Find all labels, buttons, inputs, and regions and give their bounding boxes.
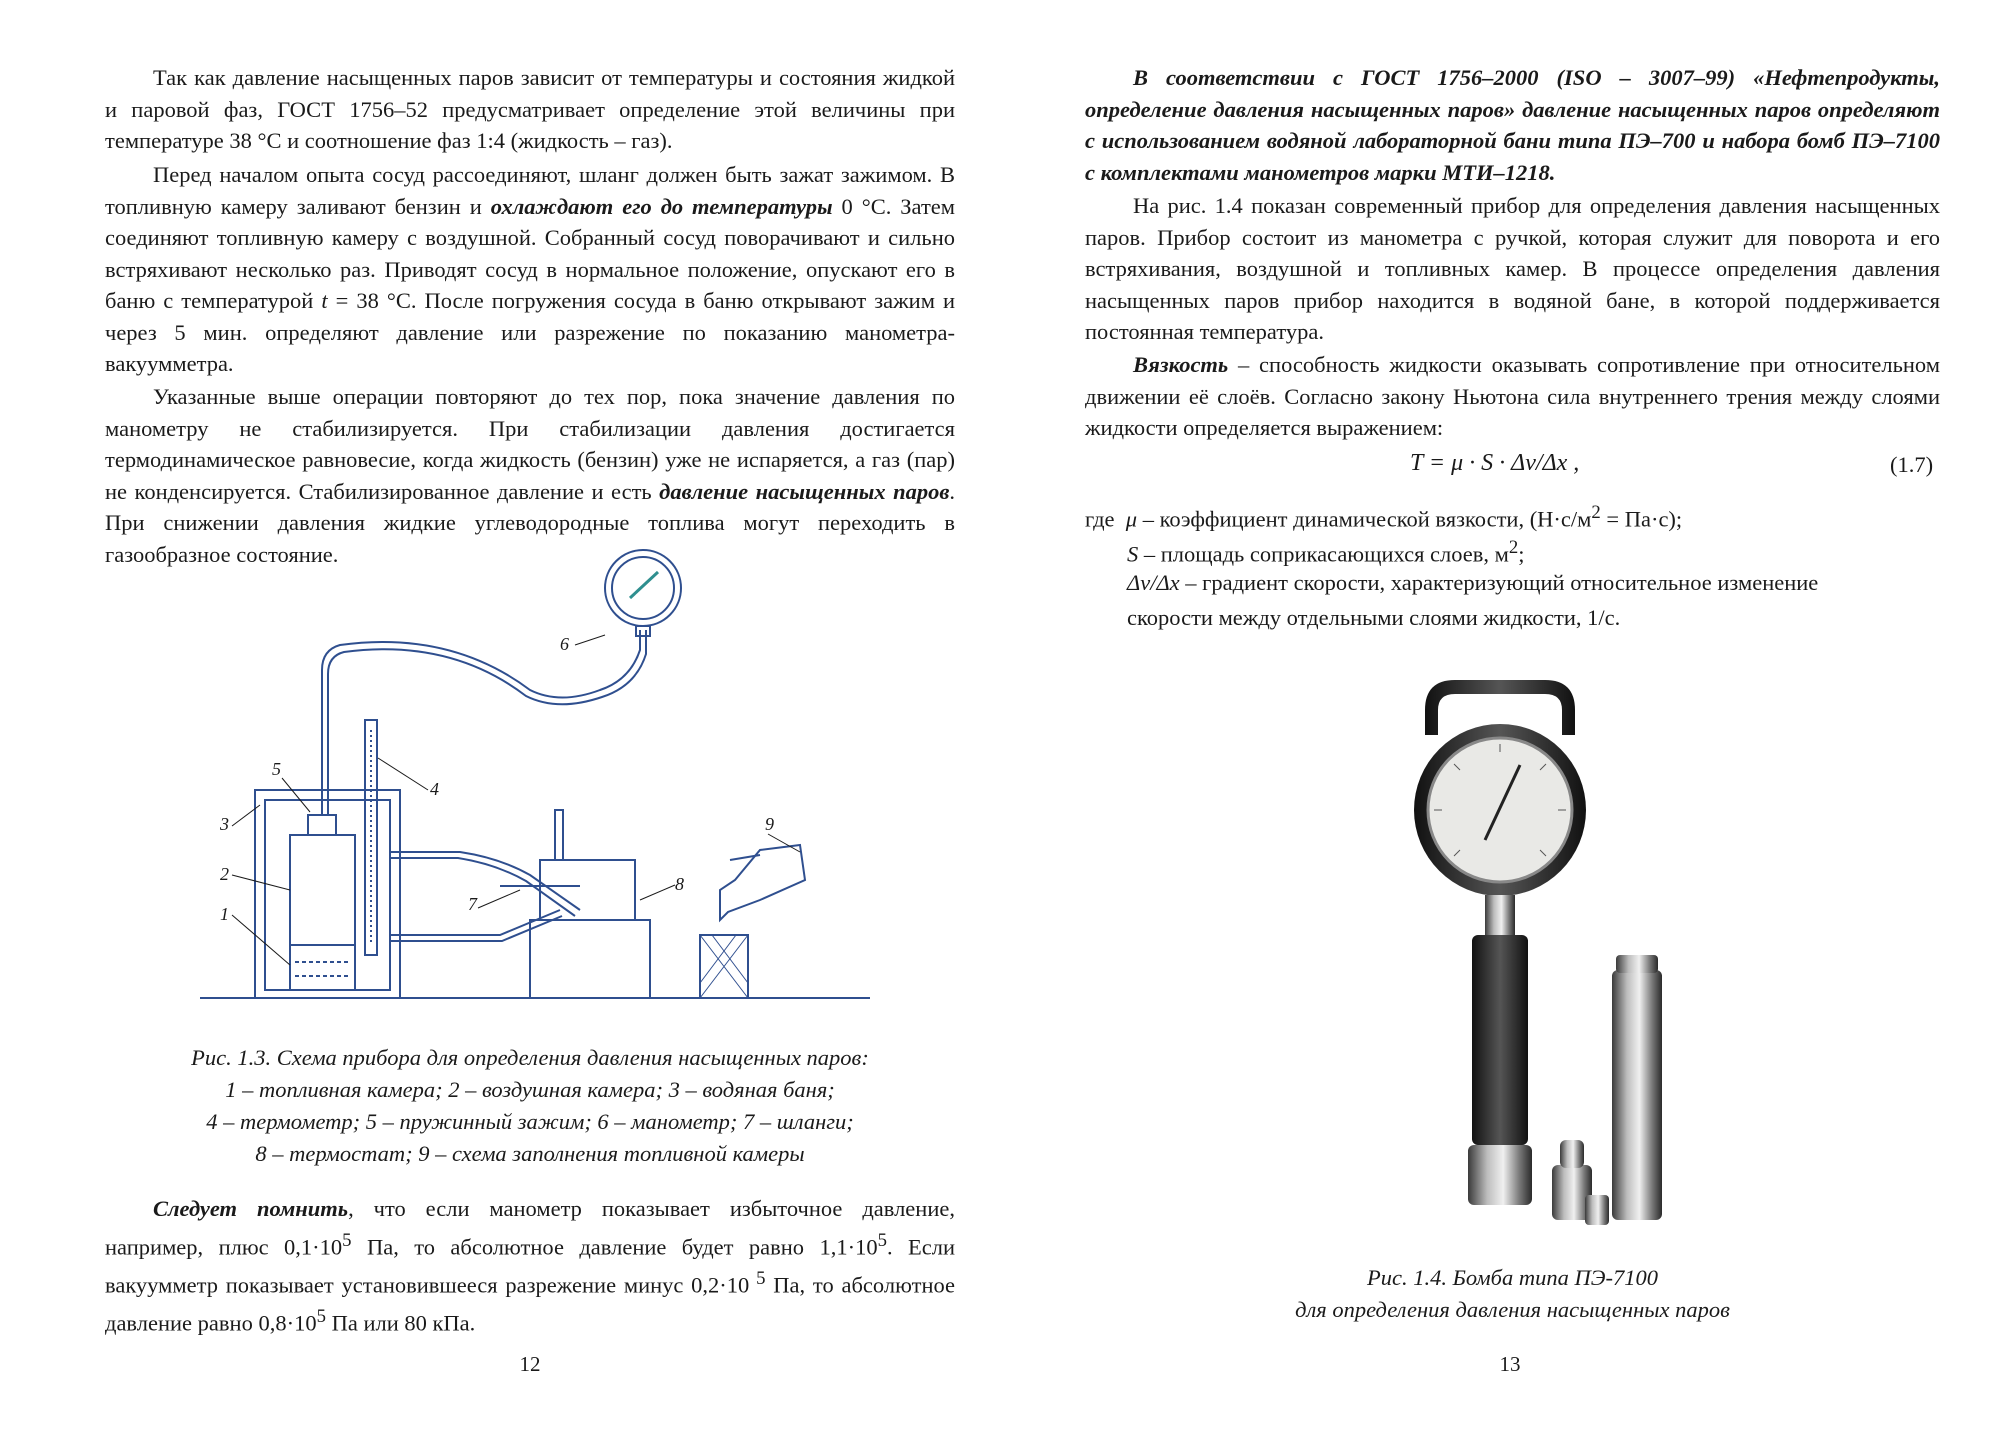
right-paragraph-1: В соответствии с ГОСТ 1756–2000 (ISO – 3007–99) «Нефтепродукты, определение давления насыщенных паров» давление насыщенных паров определяют с использованием водяной лабораторной бани типа ПЭ–700 и набора бомб ПЭ–7100 с комплектами манометров марки МТИ–1218. — [1085, 65, 1940, 185]
p4-sup-2: 5 — [877, 1229, 887, 1251]
p2-emphasis: охлаждают его до температуры — [490, 193, 833, 219]
left-paragraph-4 — [105, 1193, 955, 1339]
page-number-right: 13 — [1499, 1352, 1521, 1376]
caption-line-3: 4 – термометр; 5 – пружинный зажим; 6 – манометр; 7 – шланги; — [206, 1109, 854, 1134]
label-1: 1 — [220, 904, 229, 924]
def-grad: Δv/Δx – градиент скорости, характеризующий относительное изменение — [1127, 570, 1819, 595]
p4-text-c: Па, то абсолютное давление будет равно 1,1·10 — [351, 1234, 878, 1259]
left-paragraph-3 — [105, 381, 955, 570]
p4-text-e: Па, то абсолютное давление равно 0,8·10 — [105, 1272, 955, 1335]
caption-1-4-line-1: Рис. 1.4. Бомба типа ПЭ-7100 — [1367, 1265, 1658, 1290]
label-4: 4 — [430, 779, 439, 799]
p4-sup-4: 5 — [316, 1305, 326, 1327]
label-8: 8 — [675, 874, 684, 894]
p4-text-b: , что если манометр показывает избыточное давление, например, плюс 0,1·10 — [105, 1196, 955, 1259]
left-paragraph-2 — [105, 159, 955, 380]
caption-line-1: Рис. 1.3. Схема прибора для определения давления насыщенных паров: — [191, 1045, 869, 1070]
p4-sup-3: 5 — [749, 1267, 766, 1289]
p4-text-f: Па или 80 кПа. — [325, 1310, 476, 1335]
spring-clamp — [308, 815, 336, 835]
p2-text-d: = 38 °С. После погружения сосуда в баню открывают зажим и через 5 мин. определяют давление или разрежение по показанию манометра-вакуумметра. — [105, 288, 955, 376]
caption-line-4: 8 – термостат; 9 – схема заполнения топливной камеры — [255, 1141, 805, 1166]
p3-text-a: Указанные выше операции повторяют до тех пор, пока значение давления по манометру не стабилизируется. При стабилизации давления достигается термодинамическое равновесие, когда жидкость (бензин) уже не испаряется, а газ (пар) не конденсируется. Стабилизированное давление и есть — [105, 384, 955, 504]
label-2: 2 — [220, 864, 229, 884]
label-6: 6 — [560, 634, 569, 654]
formula-number: (1.7) — [1890, 452, 1934, 477]
thermostat — [530, 920, 650, 998]
def-s: S – площадь соприкасающихся слоев, $м^2$; — [1127, 537, 1525, 567]
p3-text-c: . При снижении давления жидкие углеводородные топлива могут переходить в газообразное состояние. — [105, 478, 956, 567]
right-page — [1000, 0, 2000, 1430]
water-bath — [255, 790, 400, 998]
p4-text-d: . Если вакуумметр показывает установившееся разрежение минус 0,2·10 — [105, 1234, 955, 1297]
fuel-can — [720, 845, 805, 920]
manometer-dial — [605, 550, 681, 626]
right-paragraph-3 — [1085, 349, 1940, 444]
manometer-tube — [322, 630, 640, 815]
s-symbol: S — [1127, 541, 1139, 567]
p4-sup-1: 5 — [342, 1229, 352, 1251]
air-chamber-photo — [1472, 935, 1528, 1145]
fuel-chamber — [290, 945, 355, 990]
label-5: 5 — [272, 759, 281, 779]
label-9: 9 — [765, 814, 774, 834]
p2-var-t: t — [321, 288, 328, 313]
air-chamber — [290, 835, 355, 945]
mu-symbol: μ — [1125, 506, 1138, 532]
apparatus-diagram — [200, 590, 880, 1010]
viscosity-definition: – способность жидкости оказывать сопротивление при относительном движении её слоёв. Согласно закону Ньютона сила внутреннего трения между слоями жидкости определяется выражением: — [1085, 352, 1940, 440]
label-3: 3 — [220, 814, 229, 834]
bomb-photo — [1380, 680, 1690, 1250]
right-paragraph-2: На рис. 1.4 показан современный прибор для определения давления насыщенных паров. Прибор состоит из манометра с ручкой, которая служит для поворота и его встряхивания, воздушной и топливных камер. В процессе определения давления насыщенных паров прибор находится в водяной бане, в которой поддерживается постоянная температура. — [1085, 193, 1940, 344]
grad-symbol: Δv/Δx — [1127, 570, 1180, 595]
p4-emphasis: Следует помнить — [153, 1196, 349, 1221]
p2-text-c: 0 °С. Затем соединяют топливную камеру с воздушной. Собранный сосуд поворачивают и сильно встряхивают несколько раз. Приводят сосуд в нормальное положение, опускают его в баню с температурой — [105, 193, 956, 313]
caption-1-4-line-2: для определения давления насыщенных паров — [1295, 1297, 1730, 1322]
def-grad-line2: скорости между отдельными слоями жидкости, 1/с. — [1127, 605, 1621, 630]
label-7: 7 — [468, 894, 477, 914]
viscosity-term: Вязкость — [1133, 352, 1229, 377]
fuel-chamber-photo — [1612, 970, 1662, 1220]
formula-1-7: T = μ · S · Δv/Δx , — [1410, 450, 1580, 476]
page-number-left: 12 — [519, 1352, 541, 1376]
p3-emphasis: давление насыщенных паров — [659, 478, 950, 504]
caption-line-2: 1 – топливная камера; 2 – воздушная камера; 3 – водяная баня; — [225, 1077, 835, 1102]
left-paragraph-1: Так как давление насыщенных паров зависит от температуры и состояния жидкой и паровой фаз, ГОСТ 1756–52 предусматривает определение этой величины при температуре 38 °С и соотношение фаз 1:4 (жидкость – газ). — [105, 65, 955, 153]
def-mu: где μ – коэффициент динамической вязкости, $(Н\cdot с/м^2 = Па\cdot с)$; — [1085, 502, 1683, 532]
p2-text-a: Перед началом опыта сосуд рассоединяют, шланг должен быть зажат зажимом. В топливную камеру заливают бензин и — [105, 162, 955, 219]
